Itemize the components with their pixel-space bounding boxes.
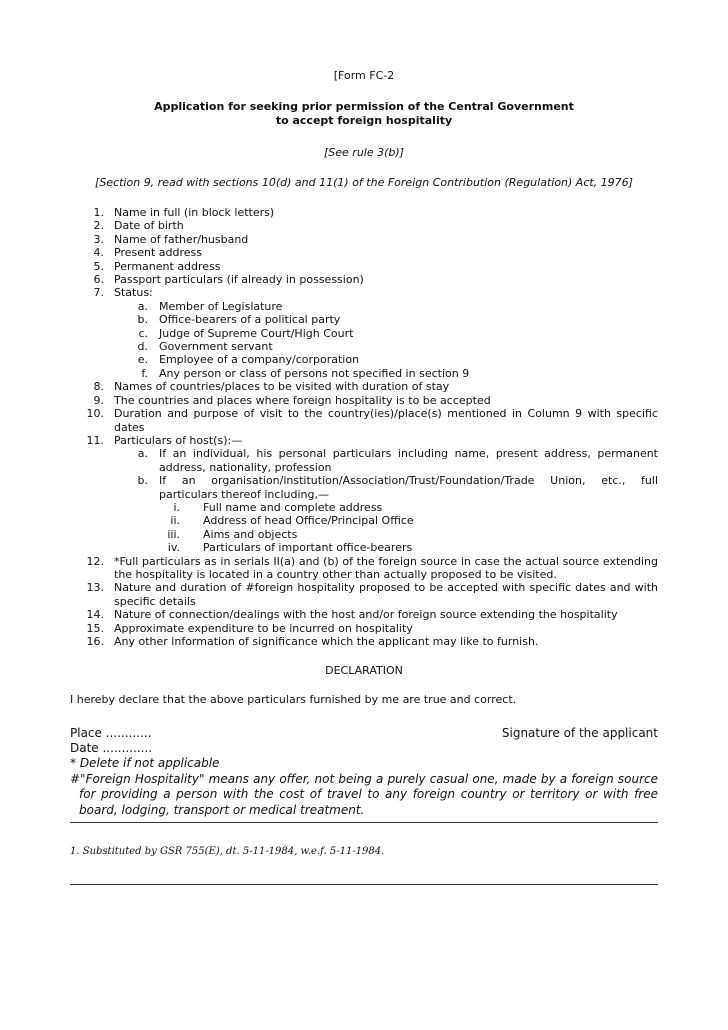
divider bbox=[70, 822, 658, 823]
option-letter: b. bbox=[137, 313, 148, 327]
item-number: 9. bbox=[93, 393, 104, 407]
org-particular bbox=[0, 514, 728, 527]
option-letter: f. bbox=[141, 366, 148, 380]
form-title-line-2: to accept foreign hospitality bbox=[275, 114, 453, 127]
list-item bbox=[0, 581, 728, 608]
rule-reference: [See rule 3(b)] bbox=[324, 146, 404, 159]
list-item bbox=[0, 635, 728, 648]
item-number: 3. bbox=[93, 232, 104, 246]
list-item bbox=[0, 233, 728, 246]
option-text: Any person or class of persons not specified in section 9 bbox=[159, 366, 470, 380]
roman-numeral: ii. bbox=[170, 514, 180, 528]
notes bbox=[70, 756, 658, 818]
option-text: Government servant bbox=[159, 340, 273, 354]
item-text: Name of father/husband bbox=[114, 232, 249, 246]
org-particular bbox=[0, 501, 728, 514]
list-item bbox=[0, 246, 728, 259]
option-letter: a. bbox=[137, 299, 148, 313]
item-number: 7. bbox=[93, 286, 104, 300]
item-number: 4. bbox=[93, 246, 104, 260]
list-item bbox=[0, 394, 728, 407]
item-number: 1. bbox=[93, 206, 104, 219]
form-title bbox=[0, 100, 728, 128]
item-text: Date of birth bbox=[114, 219, 184, 233]
status-option bbox=[0, 353, 728, 366]
option-letter: e. bbox=[137, 353, 148, 367]
form-title-line-1: Application for seeking prior permission of the Central Government bbox=[154, 100, 574, 113]
item-text: Name in full (in block letters) bbox=[114, 206, 275, 219]
list-item bbox=[0, 622, 728, 635]
status-option bbox=[0, 340, 728, 353]
note-delete: * Delete if not applicable bbox=[70, 756, 220, 770]
org-particular bbox=[0, 541, 728, 554]
item-text: Status: bbox=[114, 286, 153, 300]
option-text: Employee of a company/corporation bbox=[159, 353, 360, 367]
status-option bbox=[0, 367, 728, 380]
status-option bbox=[0, 300, 728, 313]
list-item bbox=[0, 407, 728, 434]
list-item bbox=[0, 608, 728, 621]
item-text: Approximate expenditure to be incurred on hospitality bbox=[114, 621, 413, 635]
option-letter: c. bbox=[138, 326, 148, 340]
list-item bbox=[0, 206, 728, 219]
status-option bbox=[0, 313, 728, 326]
list-item bbox=[0, 219, 728, 232]
item-text: Names of countries/places to be visited with duration of stay bbox=[114, 380, 450, 394]
divider bbox=[70, 884, 658, 885]
list-item bbox=[0, 380, 728, 393]
host-particular bbox=[0, 447, 728, 474]
declaration-text: I hereby declare that the above particulars furnished by me are true and correct. bbox=[70, 693, 517, 706]
item-number: 10. bbox=[86, 407, 104, 421]
host-particular bbox=[0, 474, 728, 501]
item-text: The countries and places where foreign hospitality is to be accepted bbox=[114, 393, 491, 407]
item-text: Duration and purpose of visit to the country(ies)/place(s) mentioned in Column 9 with specific dates bbox=[114, 407, 658, 434]
item-text: Particulars of host(s):— bbox=[114, 433, 243, 447]
option-text: Member of Legislature bbox=[159, 299, 283, 313]
item-number: 14. bbox=[86, 608, 104, 622]
roman-numeral: iii. bbox=[167, 527, 180, 541]
org-particular-text: Full name and complete address bbox=[203, 500, 383, 514]
item-number: 15. bbox=[86, 621, 104, 635]
option-text: Judge of Supreme Court/High Court bbox=[159, 326, 354, 340]
item-number: 16. bbox=[86, 635, 104, 648]
option-letter: b. bbox=[137, 474, 148, 488]
place-field: Place ............ bbox=[70, 726, 152, 740]
list-item bbox=[0, 555, 728, 582]
particulars-list bbox=[0, 206, 728, 648]
item-number: 6. bbox=[93, 273, 104, 287]
list-item bbox=[0, 434, 728, 447]
option-text: If an individual, his personal particulars including name, present address, permanent address, nationality, profession bbox=[159, 447, 658, 474]
item-number: 11. bbox=[86, 433, 104, 447]
item-text: Nature and duration of #foreign hospitality proposed to be accepted with specific dates and with specific details bbox=[114, 581, 658, 608]
roman-numeral: i. bbox=[173, 500, 180, 514]
item-text: Permanent address bbox=[114, 259, 221, 273]
declaration-heading: DECLARATION bbox=[325, 664, 403, 677]
item-number: 12. bbox=[86, 554, 104, 568]
org-particular-text: Aims and objects bbox=[203, 527, 298, 541]
item-number: 13. bbox=[86, 581, 104, 595]
item-text: Nature of connection/dealings with the host and/or foreign source extending the hospitality bbox=[114, 608, 618, 622]
org-particular bbox=[0, 528, 728, 541]
item-text: Present address bbox=[114, 246, 202, 260]
form-number: [Form FC-2 bbox=[333, 69, 395, 82]
footnote: 1. Substituted by GSR 755(E), dt. 5-11-1984, w.e.f. 5-11-1984. bbox=[70, 846, 385, 857]
option-text-continued: particulars thereof including,— bbox=[159, 487, 329, 501]
option-letter: d. bbox=[137, 340, 148, 354]
item-text: *Full particulars as in serials II(a) and (b) of the foreign source in case the actual source extending the hospitality is located in a country other than actually proposed to be visited. bbox=[114, 554, 658, 581]
roman-numeral: iv. bbox=[167, 541, 180, 555]
list-item bbox=[0, 273, 728, 286]
option-letter: a. bbox=[137, 447, 148, 461]
item-number: 8. bbox=[93, 380, 104, 394]
item-text: Passport particulars (if already in possession) bbox=[114, 273, 364, 287]
item-text: Any other information of significance which the applicant may like to furnish. bbox=[114, 635, 539, 648]
list-item bbox=[0, 286, 728, 299]
signature-label: Signature of the applicant bbox=[501, 726, 658, 740]
org-particular-text: Particulars of important office-bearers bbox=[203, 541, 413, 555]
status-option bbox=[0, 327, 728, 340]
item-number: 2. bbox=[93, 219, 104, 233]
option-text: Office-bearers of a political party bbox=[159, 313, 341, 327]
note-foreign-hospitality-definition: #"Foreign Hospitality" means any offer, not being a purely casual one, made by a foreign source for providing a person with the cost of travel to any foreign country or territory or with free board, lodging, transport or medical treatment. bbox=[70, 771, 658, 817]
org-particular-text: Address of head Office/Principal Office bbox=[203, 514, 414, 528]
section-reference: [Section 9, read with sections 10(d) and 11(1) of the Foreign Contribution (Regulation) Act, 1976] bbox=[95, 176, 633, 189]
date-field: Date ............. bbox=[70, 741, 153, 755]
item-number: 5. bbox=[93, 259, 104, 273]
list-item bbox=[0, 260, 728, 273]
option-text: If an organisation/institution/Association/Trust/Foundation/Trade Union, etc., full bbox=[159, 474, 658, 488]
